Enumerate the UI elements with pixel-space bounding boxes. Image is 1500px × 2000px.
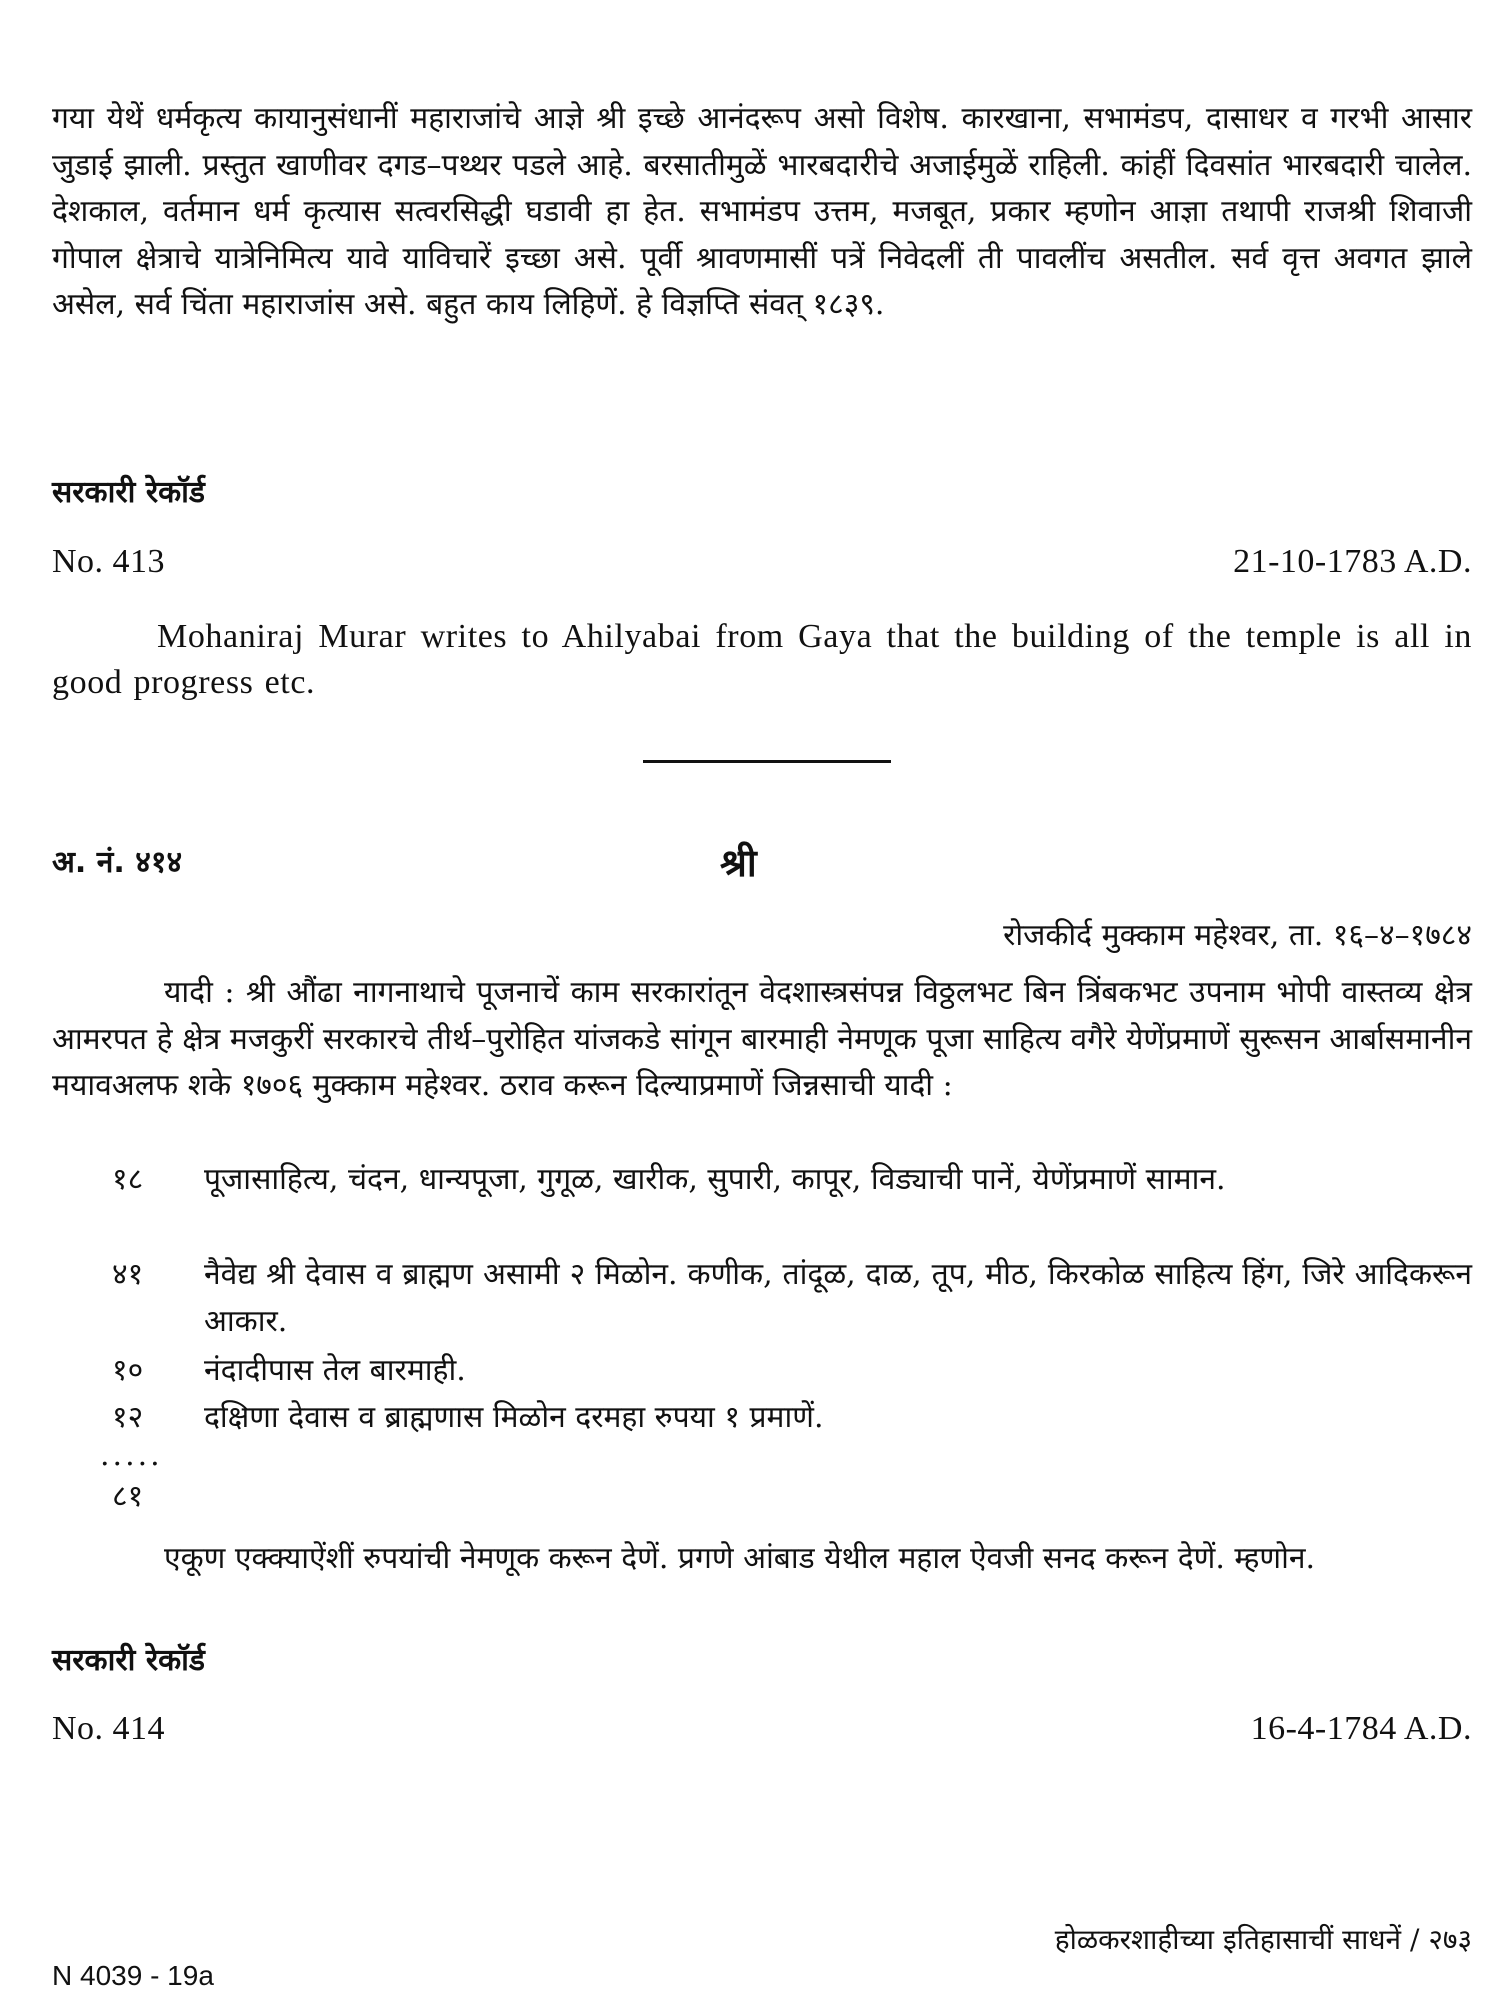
invocation-shri: श्री: [720, 841, 757, 885]
letter-413-record-row: [52, 543, 1472, 581]
section-divider: [643, 760, 891, 763]
item-amount: १८: [112, 1162, 144, 1197]
item-text: पूजासाहित्य, चंदन, धान्यपूजा, गुगूळ, खारीक, सुपारी, कापूर, विड्याची पानें, येणेंप्रमाणें सामान.: [204, 1162, 1226, 1197]
letter-414-place-date: रोजकीर्द मुक्काम महेश्वर, ता. १६–४–१७८४: [1003, 918, 1472, 953]
list-dots: .....: [100, 1438, 163, 1473]
record-date: 21-10-1783 A.D.: [1233, 543, 1472, 580]
letter-414-record-row: [52, 1710, 1472, 1748]
letter-414-closing: एकूण एक्क्याऐंशीं रुपयांची नेमणूक करून देणें. प्रगणे आंबाड येथील महाल ऐवजी सनद करून देणें. म्हणोन.: [164, 1541, 1316, 1576]
item-text: नैवेद्य श्री देवास व ब्राह्मण असामी २ मिळोन. कणीक, तांदूळ, दाळ, तूप, मीठ, किरकोळ साहित्य हिंग, जिरे आदिकरून आकार.: [204, 1257, 1472, 1339]
list-item: [112, 1348, 1472, 1395]
book-page-footer: होळकरशाहीच्या इतिहासाचीं साधनें / २७३: [1054, 1923, 1472, 1956]
list-total: ८१: [112, 1479, 144, 1514]
record-number: No. 414: [52, 1710, 166, 1747]
letter-414-body: यादी : श्री औंढा नागनाथाचे पूजनाचें काम सरकारांतून वेदशास्त्रसंपन्न विठ्ठलभट बिन त्रिंबकभट उपनाम भोपी वास्तव्य क्षेत्र आमरपत हे क्षेत्र मजकुरीं सरकारचे तीर्थ–पुरोहित यांजकडे सांगून बारमाही नेमणूक पूजा साहित्य वगैरे येणेंप्रमाणें सुरूसन आर्बासमानीन मयावअलफ शके १७०६ मुक्काम महेश्वर. ठराव करून दिल्याप्रमाणें जिन्नसाची यादी :: [52, 975, 1472, 1103]
letter-414-source-heading: सरकारी रेकॉर्ड: [52, 1643, 205, 1678]
item-amount: १२: [112, 1400, 144, 1435]
item-amount: १०: [112, 1353, 144, 1388]
list-item: [112, 1395, 1472, 1442]
item-text: दक्षिणा देवास व ब्राह्मणास मिळोन दरमहा रुपया १ प्रमाणें.: [204, 1400, 824, 1435]
letter-413-summary: Mohaniraj Murar writes to Ahilyabai from Gaya that the building of the temple is all in good progress etc.: [52, 618, 1472, 701]
letter-413-body: गया येथें धर्मकृत्य कायानुसंधानीं महाराजांचे आज्ञे श्री इच्छे आनंदरूप असो विशेष. कारखाना, सभामंडप, दासाधर व गरभी आसार जुडाई झाली. प्रस्तुत खाणीवर दगड–पथ्थर पडले आहे. बरसातीमुळें भारबदारीचे अजाईमुळें राहिली. कांहीं दिवसांत भारबदारी चालेल. देशकाल, वर्तमान धर्म कृत्यास सत्वरसिद्धी घडावी हा हेत. सभामंडप उत्तम, मजबूत, प्रकार म्हणोन आज्ञा तथापी राजश्री शिवाजी गोपाल क्षेत्राचे यात्रेनिमित्य यावे याविचारें इच्छा असे. पूर्वी श्रावणमासीं पत्रें निवेदलीं ती पावलींच असतील. सर्व वृत्त अवगत झाले असेल, सर्व चिंता महाराजांस असे. बहुत काय लिहिणें. हे विज्ञप्ति संवत् १८३९.: [52, 101, 1472, 322]
record-date: 16-4-1784 A.D.: [1250, 1710, 1472, 1747]
letter-413-source-heading: सरकारी रेकॉर्ड: [52, 475, 205, 510]
print-code: N 4039 - 19a: [52, 1960, 214, 1991]
record-number: No. 413: [52, 543, 166, 580]
list-item: [112, 1157, 1472, 1204]
item-amount: ४१: [112, 1257, 144, 1292]
letter-414-serial: अ. नं. ४१४: [52, 845, 183, 880]
item-text: नंदादीपास तेल बारमाही.: [204, 1353, 466, 1388]
list-item: [112, 1252, 1472, 1345]
